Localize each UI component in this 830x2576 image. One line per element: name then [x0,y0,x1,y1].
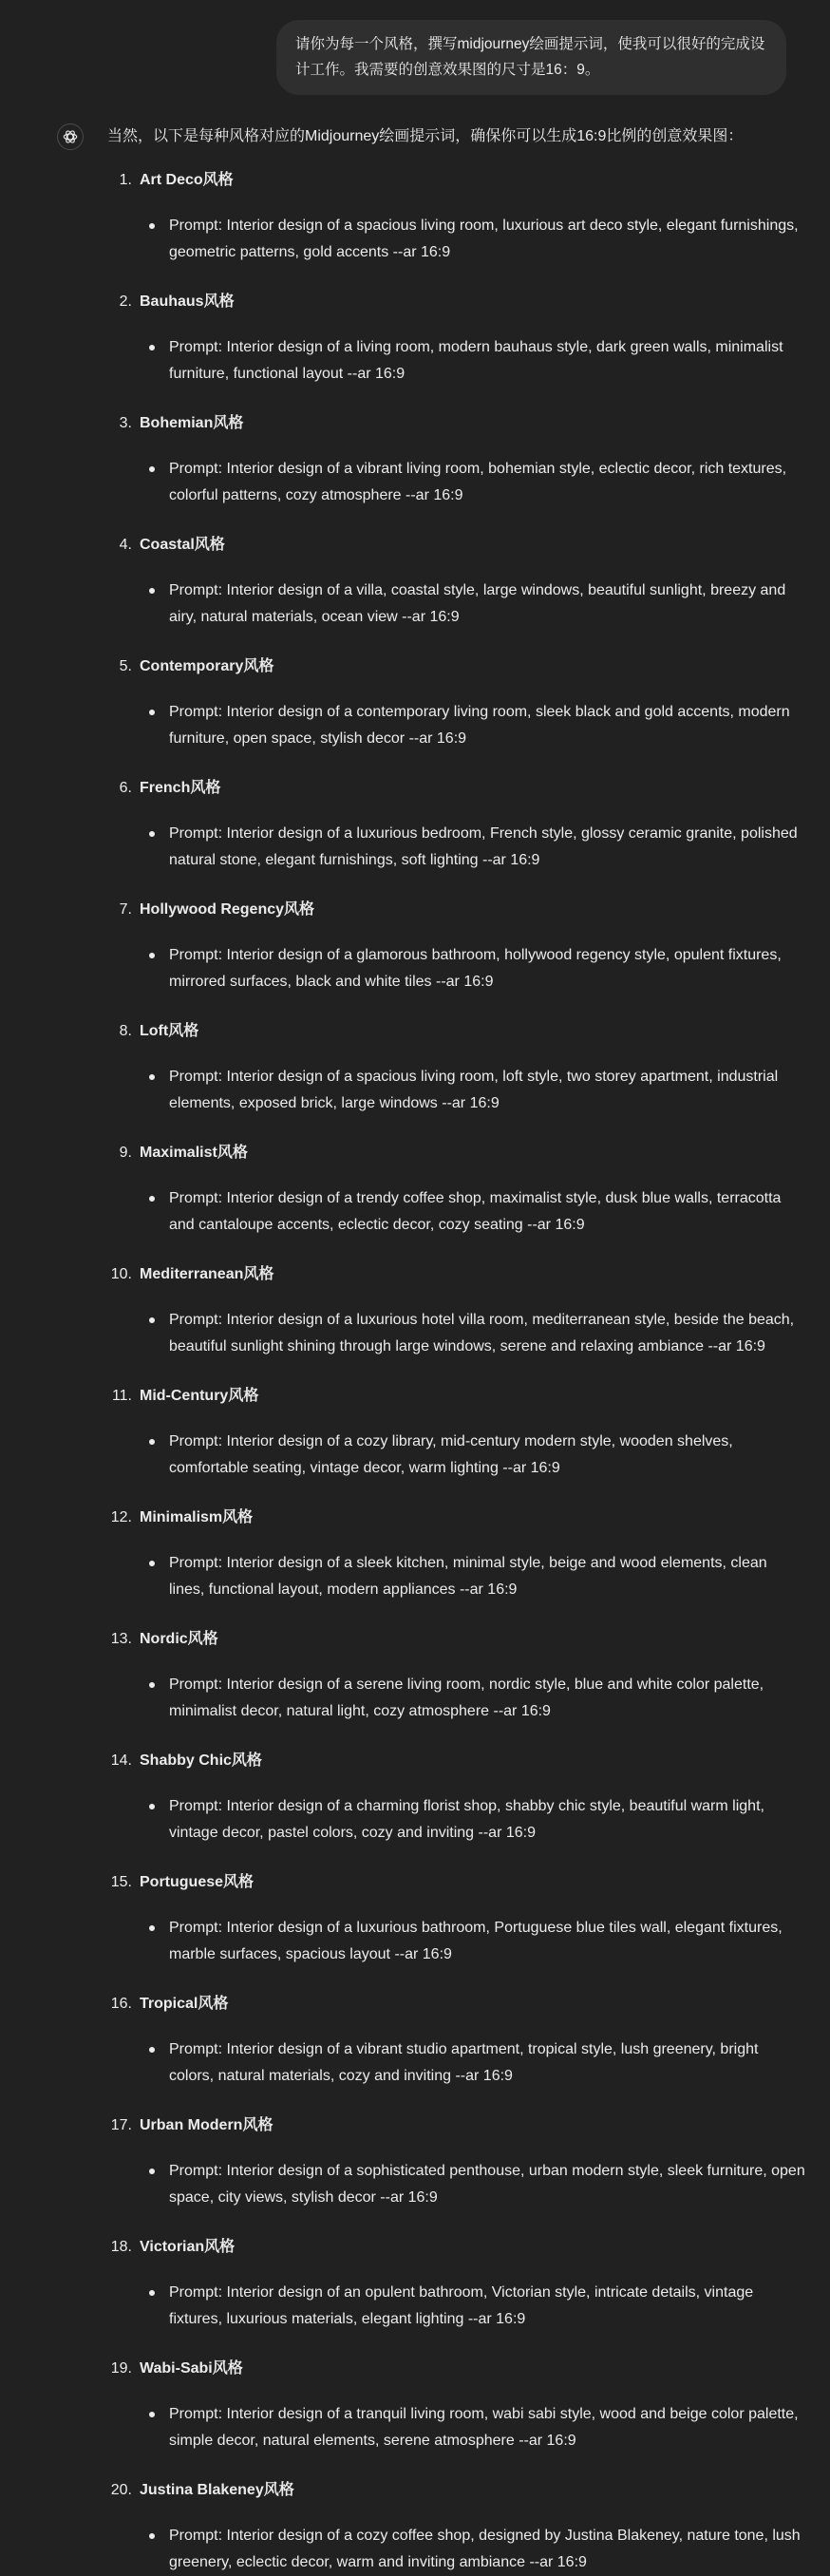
style-number: 19. [110,2360,132,2377]
style-item [107,897,805,995]
style-item [107,167,805,266]
style-item [107,2234,805,2333]
bullet-dot-icon [149,953,155,958]
bullet-dot-icon [149,2533,155,2539]
prompt-text: Prompt: Interior design of a spacious living room, loft style, two storey apartment, industrial elements, exposed brick, large windows --ar 16:9 [169,1069,779,1111]
style-item [107,775,805,874]
assistant-message-content [107,123,805,2576]
assistant-intro: 当然，以下是每种风格对应的Midjourney绘画提示词，确保你可以生成16:9比例的创意效果图： [107,128,744,144]
prompt-text: Prompt: Interior design of a cozy coffee shop, designed by Justina Blakeney, nature tone, lush greenery, eclectic decor, warm and inviting ambiance --ar 16:9 [169,2528,801,2570]
style-item [107,1626,805,1725]
style-number: 16. [110,1996,132,2012]
prompt-list [140,1793,805,1847]
prompt-list [140,578,805,631]
style-title: Portuguese风格 [140,1874,255,1890]
style-item [107,1018,805,1117]
prompt-list [140,1429,805,1482]
bullet-dot-icon [149,2047,155,2053]
bullet-dot-icon [149,588,155,594]
prompt-item [140,1793,805,1847]
bullet-dot-icon [149,831,155,837]
prompt-list [140,699,805,752]
style-number: 1. [119,172,132,188]
style-number: 7. [119,901,132,918]
prompt-text: Prompt: Interior design of a spacious living room, luxurious art deco style, elegant furnishings, geometric patterns, gold accents --ar 16:9 [169,218,799,260]
style-number: 20. [110,2482,132,2498]
bullet-dot-icon [149,1439,155,1445]
style-item [107,1991,805,2090]
prompt-list [140,1550,805,1603]
prompt-text: Prompt: Interior design of a trendy coffee shop, maximalist style, dusk blue walls, terracotta and cantaloupe accents, eclectic decor, cozy seating --ar 16:9 [169,1190,782,1233]
user-message-row [276,20,786,95]
prompt-list [140,2158,805,2211]
prompt-item [140,1307,805,1360]
style-title: Coastal风格 [140,537,225,553]
style-list [107,167,805,2576]
style-title: Victorian风格 [140,2239,236,2255]
style-title: Hollywood Regency风格 [140,901,315,918]
style-title: Mid-Century风格 [140,1388,259,1404]
bullet-dot-icon [149,1196,155,1202]
bullet-dot-icon [149,2412,155,2417]
prompt-text: Prompt: Interior design of a villa, coastal style, large windows, beautiful sunlight, breezy and airy, natural materials, ocean view --ar 16:9 [169,582,786,625]
style-title: Tropical风格 [140,1996,229,2012]
prompt-item [140,2158,805,2211]
prompt-item [140,699,805,752]
bullet-dot-icon [149,1561,155,1566]
style-number: 10. [110,1266,132,1282]
prompt-list [140,1185,805,1239]
prompt-text: Prompt: Interior design of an opulent bathroom, Victorian style, intricate details, vintage fixtures, luxurious materials, elegant lighting --ar 16:9 [169,2284,754,2327]
style-title: Art Deco风格 [140,172,234,188]
prompt-item [140,1550,805,1603]
style-number: 12. [110,1509,132,1525]
style-number: 2. [119,294,132,310]
style-number: 3. [119,415,132,431]
prompt-list [140,334,805,388]
style-title: Wabi-Sabi风格 [140,2360,243,2377]
prompt-list [140,2036,805,2090]
prompt-text: Prompt: Interior design of a charming florist shop, shabby chic style, beautiful warm light, vintage decor, pastel colors, cozy and inviting --ar 16:9 [169,1798,764,1841]
style-number: 8. [119,1023,132,1039]
style-title: Bauhaus风格 [140,294,235,310]
prompt-item [140,2401,805,2454]
style-title: Urban Modern风格 [140,2117,274,2133]
style-title: Mediterranean风格 [140,1266,274,1282]
prompt-list [140,456,805,509]
style-title: Nordic风格 [140,1631,218,1647]
style-title: Contemporary风格 [140,658,274,674]
prompt-list [140,821,805,874]
prompt-text: Prompt: Interior design of a living room, modern bauhaus style, dark green walls, minimalist furniture, functional layout --ar 16:9 [169,339,783,382]
prompt-text: Prompt: Interior design of a serene living room, nordic style, blue and white color palette, minimalist decor, natural light, cozy atmosphere --ar 16:9 [169,1676,764,1719]
prompt-list [140,2401,805,2454]
prompt-text: Prompt: Interior design of a sleek kitchen, minimal style, beige and wood elements, clean lines, functional layout, modern appliances --ar 16:9 [169,1555,767,1598]
prompt-text: Prompt: Interior design of a vibrant studio apartment, tropical style, lush greenery, bright colors, natural materials, cozy and inviting --ar 16:9 [169,2041,759,2084]
bullet-dot-icon [149,466,155,472]
bullet-dot-icon [149,1925,155,1931]
prompt-item [140,1064,805,1117]
style-number: 9. [119,1145,132,1161]
style-item [107,2112,805,2211]
prompt-item [140,2036,805,2090]
prompt-item [140,2523,805,2576]
bullet-dot-icon [149,2290,155,2296]
user-message-bubble: 请你为每一个风格，撰写midjourney绘画提示词，使我可以很好的完成设计工作。我需要的创意效果图的尺寸是16：9。 [276,20,786,95]
style-item [107,1261,805,1360]
prompt-item [140,1429,805,1482]
style-number: 5. [119,658,132,674]
prompt-list [140,213,805,266]
prompt-item [140,334,805,388]
bullet-dot-icon [149,710,155,715]
prompt-item [140,578,805,631]
style-number: 15. [110,1874,132,1890]
style-number: 13. [110,1631,132,1647]
prompt-item [140,1185,805,1239]
style-title: French风格 [140,780,221,796]
style-number: 14. [110,1752,132,1769]
style-number: 18. [110,2239,132,2255]
prompt-list [140,2280,805,2333]
style-number: 6. [119,780,132,796]
prompt-list [140,1672,805,1725]
prompt-item [140,821,805,874]
style-title: Maximalist风格 [140,1145,248,1161]
style-title: Justina Blakeney风格 [140,2482,294,2498]
prompt-item [140,2280,805,2333]
bullet-dot-icon [149,1074,155,1080]
prompt-item [140,942,805,995]
prompt-list [140,942,805,995]
prompt-text: Prompt: Interior design of a cozy library, mid-century modern style, wooden shelves, comfortable seating, vintage decor, warm lighting --ar 16:9 [169,1433,733,1476]
style-item [107,1505,805,1603]
style-item [107,1748,805,1847]
prompt-text: Prompt: Interior design of a luxurious hotel villa room, mediterranean style, beside the beach, beautiful sunlight shining through large windows, serene and relaxing ambiance --ar 16:9 [169,1312,795,1354]
prompt-list [140,2523,805,2576]
style-title: Loft风格 [140,1023,199,1039]
bullet-dot-icon [149,2169,155,2174]
style-item [107,653,805,752]
openai-logo-icon [57,123,84,150]
style-item [107,1383,805,1482]
style-title: Shabby Chic风格 [140,1752,262,1769]
style-item [107,532,805,631]
prompt-text: Prompt: Interior design of a luxurious bedroom, French style, glossy ceramic granite, polished natural stone, elegant furnishings, soft lighting --ar 16:9 [169,825,798,868]
bullet-dot-icon [149,1804,155,1809]
prompt-text: Prompt: Interior design of a contemporary living room, sleek black and gold accents, modern furniture, open space, stylish decor --ar 16:9 [169,704,790,747]
style-item [107,289,805,388]
prompt-item [140,1672,805,1725]
style-number: 11. [111,1388,132,1404]
prompt-list [140,1915,805,1968]
prompt-list [140,1307,805,1360]
style-title: Bohemian风格 [140,415,244,431]
prompt-item [140,456,805,509]
style-item [107,2356,805,2454]
prompt-text: Prompt: Interior design of a sophisticated penthouse, urban modern style, sleek furniture, open space, city views, stylish decor --ar 16:9 [169,2163,805,2206]
style-item [107,410,805,509]
style-item [107,1869,805,1968]
prompt-text: Prompt: Interior design of a vibrant living room, bohemian style, eclectic decor, rich textures, colorful patterns, cozy atmosphere --ar 16:9 [169,461,787,503]
prompt-list [140,1064,805,1117]
prompt-text: Prompt: Interior design of a glamorous bathroom, hollywood regency style, opulent fixtures, mirrored surfaces, black and white tiles --ar 16:9 [169,947,782,990]
bullet-dot-icon [149,1682,155,1688]
prompt-item [140,1915,805,1968]
prompt-item [140,213,805,266]
style-number: 17. [110,2117,132,2133]
prompt-text: Prompt: Interior design of a luxurious bathroom, Portuguese blue tiles wall, elegant fixtures, marble surfaces, spacious layout --ar 16:9 [169,1920,783,1962]
bullet-dot-icon [149,223,155,229]
style-title: Minimalism风格 [140,1509,254,1525]
style-item [107,1140,805,1239]
bullet-dot-icon [149,345,155,350]
bullet-dot-icon [149,1317,155,1323]
style-number: 4. [119,537,132,553]
prompt-text: Prompt: Interior design of a tranquil living room, wabi sabi style, wood and beige color palette, simple decor, natural elements, serene atmosphere --ar 16:9 [169,2406,799,2449]
style-item [107,2477,805,2576]
